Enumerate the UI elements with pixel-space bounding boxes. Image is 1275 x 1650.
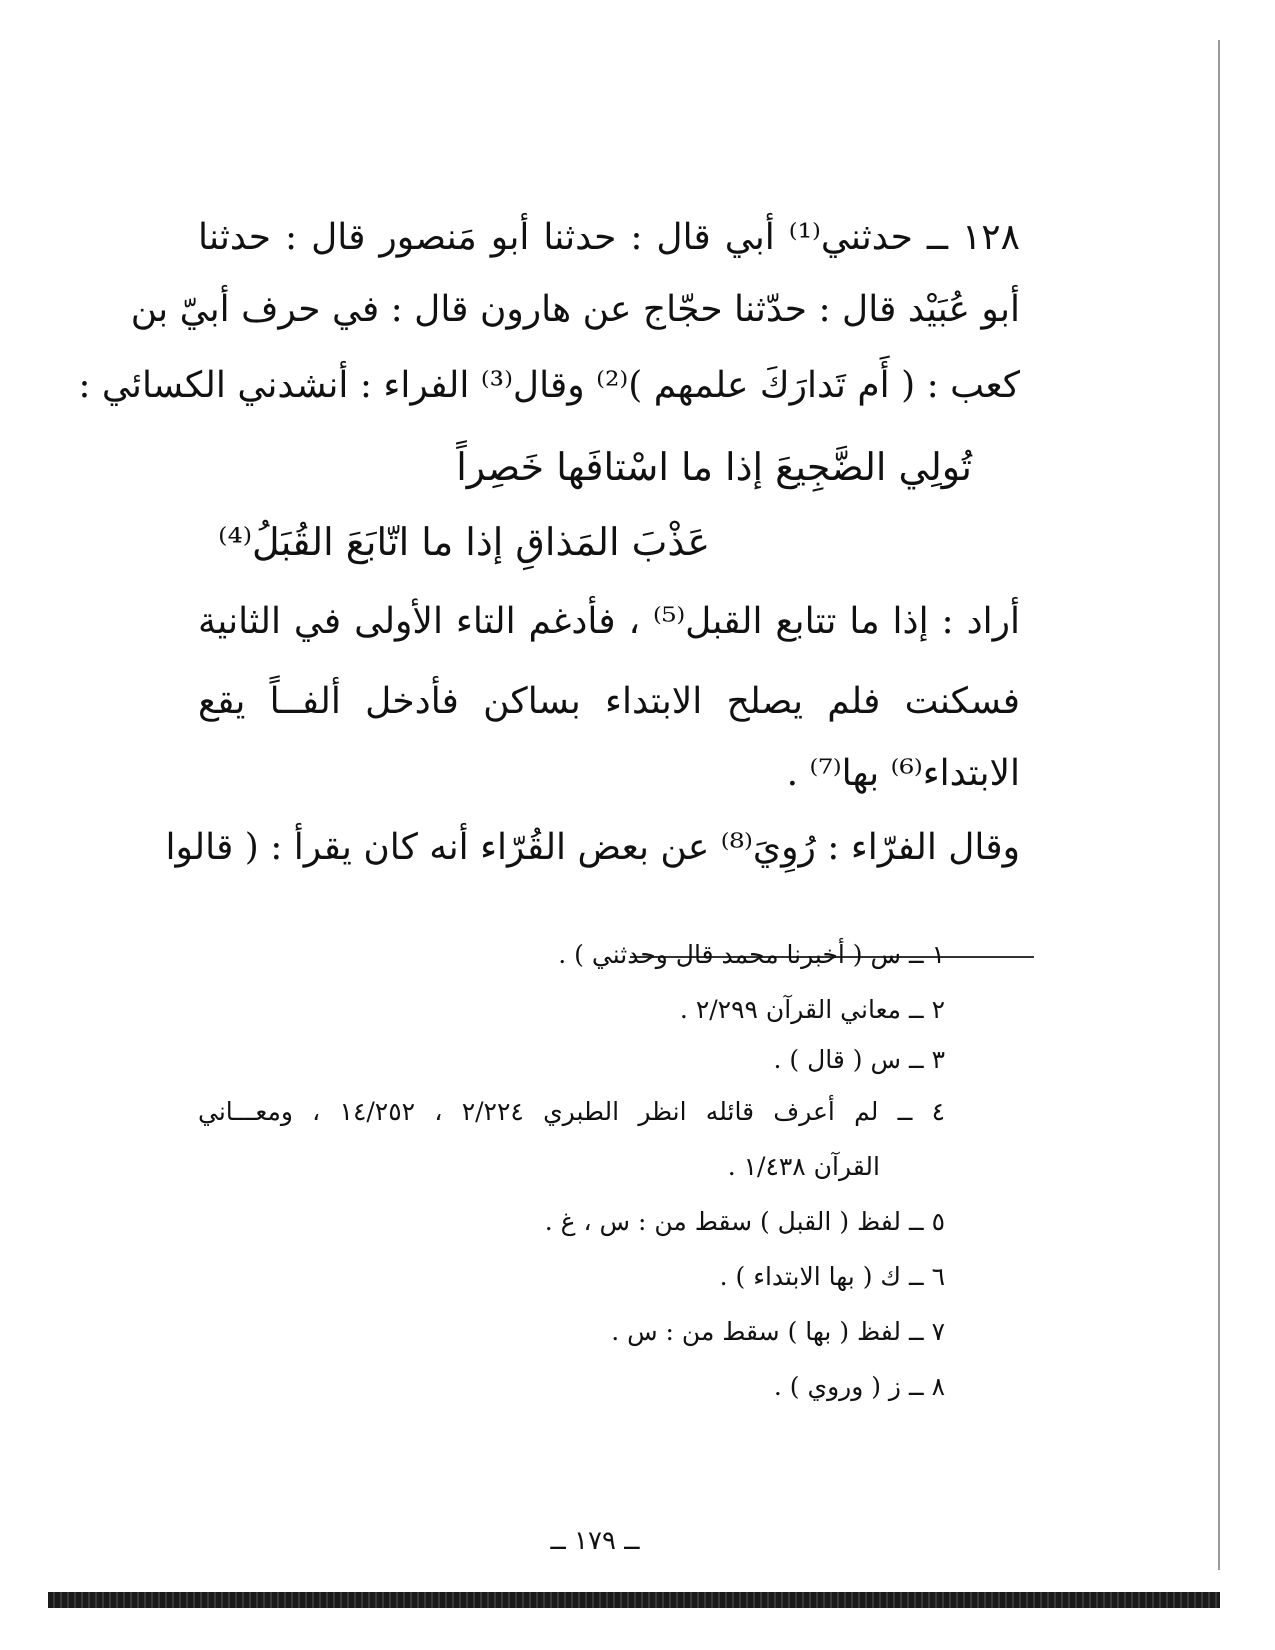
scan-edge-line	[1218, 40, 1220, 1570]
text-line-2: أبو عُبَيْد قال : حدّثنا حجّاج عن هارون قال : في حرف أبيّ بن	[130, 289, 1020, 330]
footnote-2: ٢ ــ معاني القرآن ٢/٢٩٩ .	[679, 995, 945, 1024]
text-line-4: أراد : إذا ما تتابع القبل⁽⁵⁾ ، فأدغم التاء الأولى في الثانية	[198, 601, 1020, 642]
footnote-4-continued: القرآن ١/٤٣٨ .	[727, 1152, 880, 1181]
text-line-7: وقال الفرّاء : رُوِيَ⁽⁸⁾ عن بعض القُرّاء أنه كان يقرأ : ( قالوا	[165, 827, 1020, 868]
text-line-6: الابتداء⁽⁶⁾ بها⁽⁷⁾ .	[786, 753, 1020, 794]
verse-line-1: تُولِي الضَّجِيعَ إذا ما اسْتافَها خَصِراً	[456, 445, 972, 489]
scan-bottom-bar	[48, 1592, 1220, 1608]
footnote-7: ٧ ــ لفظ ( بها ) سقط من : س .	[611, 1317, 945, 1346]
text-line-3: كعب : ( أَم تَدارَكَ علمهم )⁽²⁾ وقال⁽³⁾ الفراء : أنشدني الكسائي :	[78, 365, 1020, 406]
footnote-6: ٦ ــ ك ( بها الابتداء ) .	[719, 1262, 945, 1291]
verse-line-2: عَذْبَ المَذاقِ إذا ما اتّابَعَ القُبَلُ⁽⁴⁾	[218, 520, 710, 564]
footnote-1: ١ ــ س ( أخبرنا محمد قال وحدثني ) .	[558, 940, 945, 969]
page-number: ــ ١٧٩ ــ	[550, 1526, 640, 1556]
footnote-5: ٥ ــ لفظ ( القبل ) سقط من : س ، غ .	[544, 1207, 945, 1236]
footnote-4: ٤ ــ لم أعرف قائله انظر الطبري ٢/٢٢٤ ، ١٤/٢٥٢ ، ومعـــاني	[198, 1097, 945, 1126]
footnote-3: ٣ ــ س ( قال ) .	[773, 1045, 945, 1074]
text-line-1: ١٢٨ ــ حدثني⁽¹⁾ أبي قال : حدثنا أبو مَنصور قال : حدثنا	[198, 217, 1020, 258]
footnote-8: ٨ ــ ز ( وروي ) .	[773, 1372, 945, 1401]
text-line-5: فسكنت فلم يصلح الابتداء بساكن فأدخل ألفــاً يقع	[198, 681, 1020, 722]
